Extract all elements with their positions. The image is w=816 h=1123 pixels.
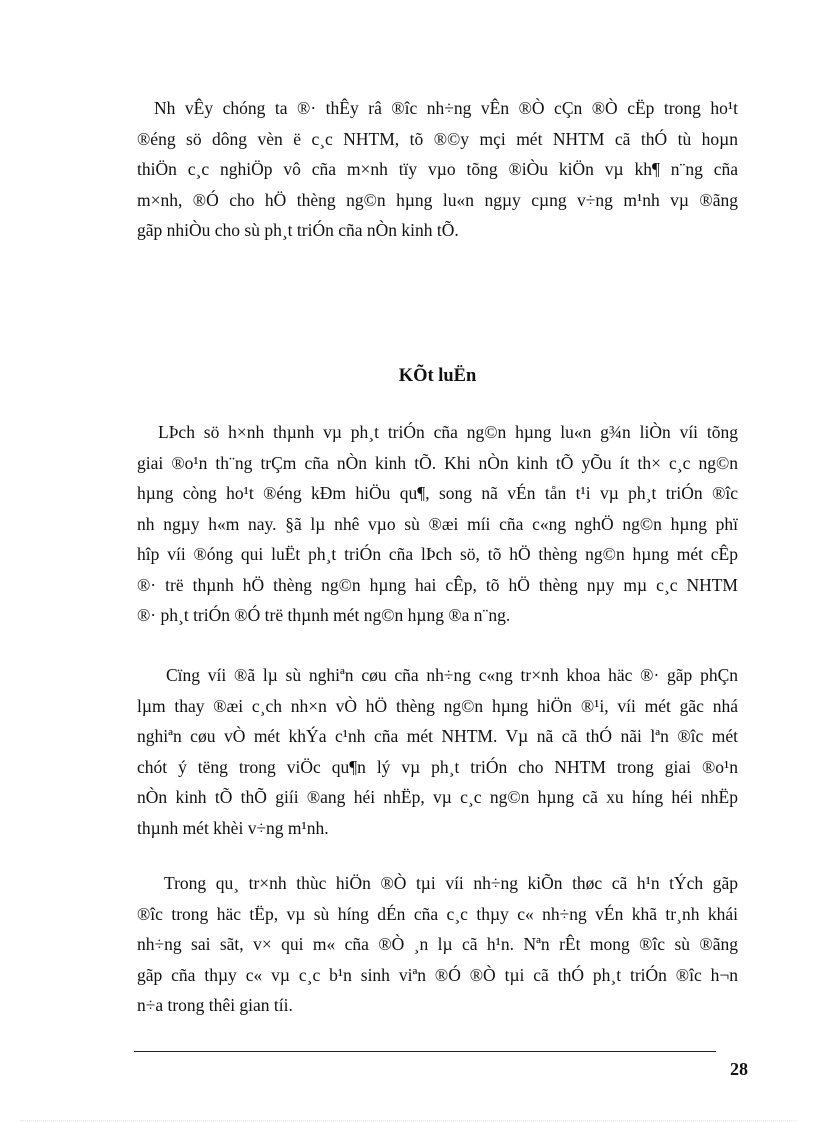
thanks-line: n÷a trong thêi gian tíi. (137, 995, 293, 1015)
thanks-line: gãp cña thµy c« vµ c¸c b¹n sinh viªn ®Ó ®Ò tµi cã thÓ ph¸t triÓn ®îc h¬n (137, 964, 738, 985)
intro-line: thiÖn c¸c nghiÖp vô cña m×nh tïy vµo tõng ®iÒu kiÖn vµ kh¶ n¨ng cña (137, 159, 738, 179)
intro-paragraph (137, 93, 738, 246)
history-line: ®· trë thµnh hÖ thèng ng©n hµng hai cÊp, tõ hÖ thèng nµy mµ c¸c NHTM (137, 574, 738, 595)
page-number: 28 (730, 1059, 748, 1079)
thanks-paragraph (137, 868, 738, 1021)
research-line: Cïng víi ®ã lµ sù nghiªn cøu cña nh÷ng c«ng tr×nh khoa häc ®· gãp phÇn (166, 665, 738, 685)
history-line: hîp víi ®óng qui luËt ph¸t triÓn cña lÞch sö, tõ hÖ thèng ng©n hµng mét cÊp (137, 544, 738, 564)
intro-line: ®éng sö dông vèn ë c¸c NHTM, tõ ®©y mçi mét NHTM cã thÓ tù hoµn (137, 128, 738, 149)
history-line: LÞch sö h×nh thµnh vµ ph¸t triÓn cña ng©n hµng lu«n g¾n liÒn víi tõng (158, 422, 738, 442)
thanks-line: Trong qu¸ tr×nh thùc hiÖn ®Ò tµi víi nh÷ng kiÕn thøc cã h¹n tÝch gãp (164, 873, 738, 893)
research-line: lµm thay ®æi c¸ch nh×n vÒ hÖ thèng ng©n hµng hiÖn ®¹i, víi mét gãc nhá (137, 695, 738, 716)
footer-rule (134, 1051, 716, 1052)
section-heading: KÕt luËn (398, 366, 477, 386)
research-line: nghiªn cøu vÒ mét khÝa c¹nh cña mét NHTM. Vµ nã cã thÓ nãi lªn ®îc mét (137, 726, 738, 746)
research-paragraph (137, 660, 738, 843)
page-edge-divider (20, 1120, 796, 1121)
history-line: giai ®o¹n th¨ng trÇm cña nÒn kinh tÕ. Khi nÒn kinh tÕ yÕu ít th× c¸c ng©n (137, 452, 738, 473)
history-line: ®· ph¸t triÓn ®Ó trë thµnh mét ng©n hµng ®a n¨ng. (137, 605, 511, 625)
history-line: hµng còng ho¹t ®éng kÐm hiÖu qu¶, song nã vÉn tån t¹i vµ ph¸t triÓn ®îc (137, 483, 738, 503)
thanks-line: nh÷ng sai sãt, v× qui m« cña ®Ò ¸n lµ cã h¹n. Nªn rÊt mong ®îc sù ®ãng (137, 934, 738, 954)
research-line: thµnh mét khèi v÷ng m¹nh. (137, 817, 329, 838)
research-line: chót ý tëng trong viÖc qu¶n lý vµ ph¸t triÓn cho NHTM trong giai ®o¹n (137, 756, 738, 777)
intro-line: m×nh, ®Ó cho hÖ thèng ng©n hµng lu«n ngµy cµng v÷ng m¹nh vµ ®ãng (137, 189, 738, 210)
research-line: nÒn kinh tÕ thÕ giíi ®ang héi nhËp, vµ c¸c ng©n hµng cã xu híng héi nhËp (137, 787, 738, 807)
history-paragraph (137, 417, 738, 631)
intro-line: gãp nhiÒu cho sù ph¸t triÓn cña nÒn kinh tÕ. (137, 220, 459, 240)
history-line: nh ngµy h«m nay. §ã lµ nhê vµo sù ®æi míi cña c«ng nghÖ ng©n hµng phï (137, 513, 738, 534)
intro-line: Nh vÊy chóng ta ®· thÊy râ ®îc nh÷ng vÊn ®Ò cÇn ®Ò cËp trong ho¹t (154, 98, 738, 118)
thanks-line: ®îc trong häc tËp, vµ sù híng dÉn cña c¸c thµy c« nh÷ng vÉn khã tr¸nh khái (137, 903, 738, 924)
